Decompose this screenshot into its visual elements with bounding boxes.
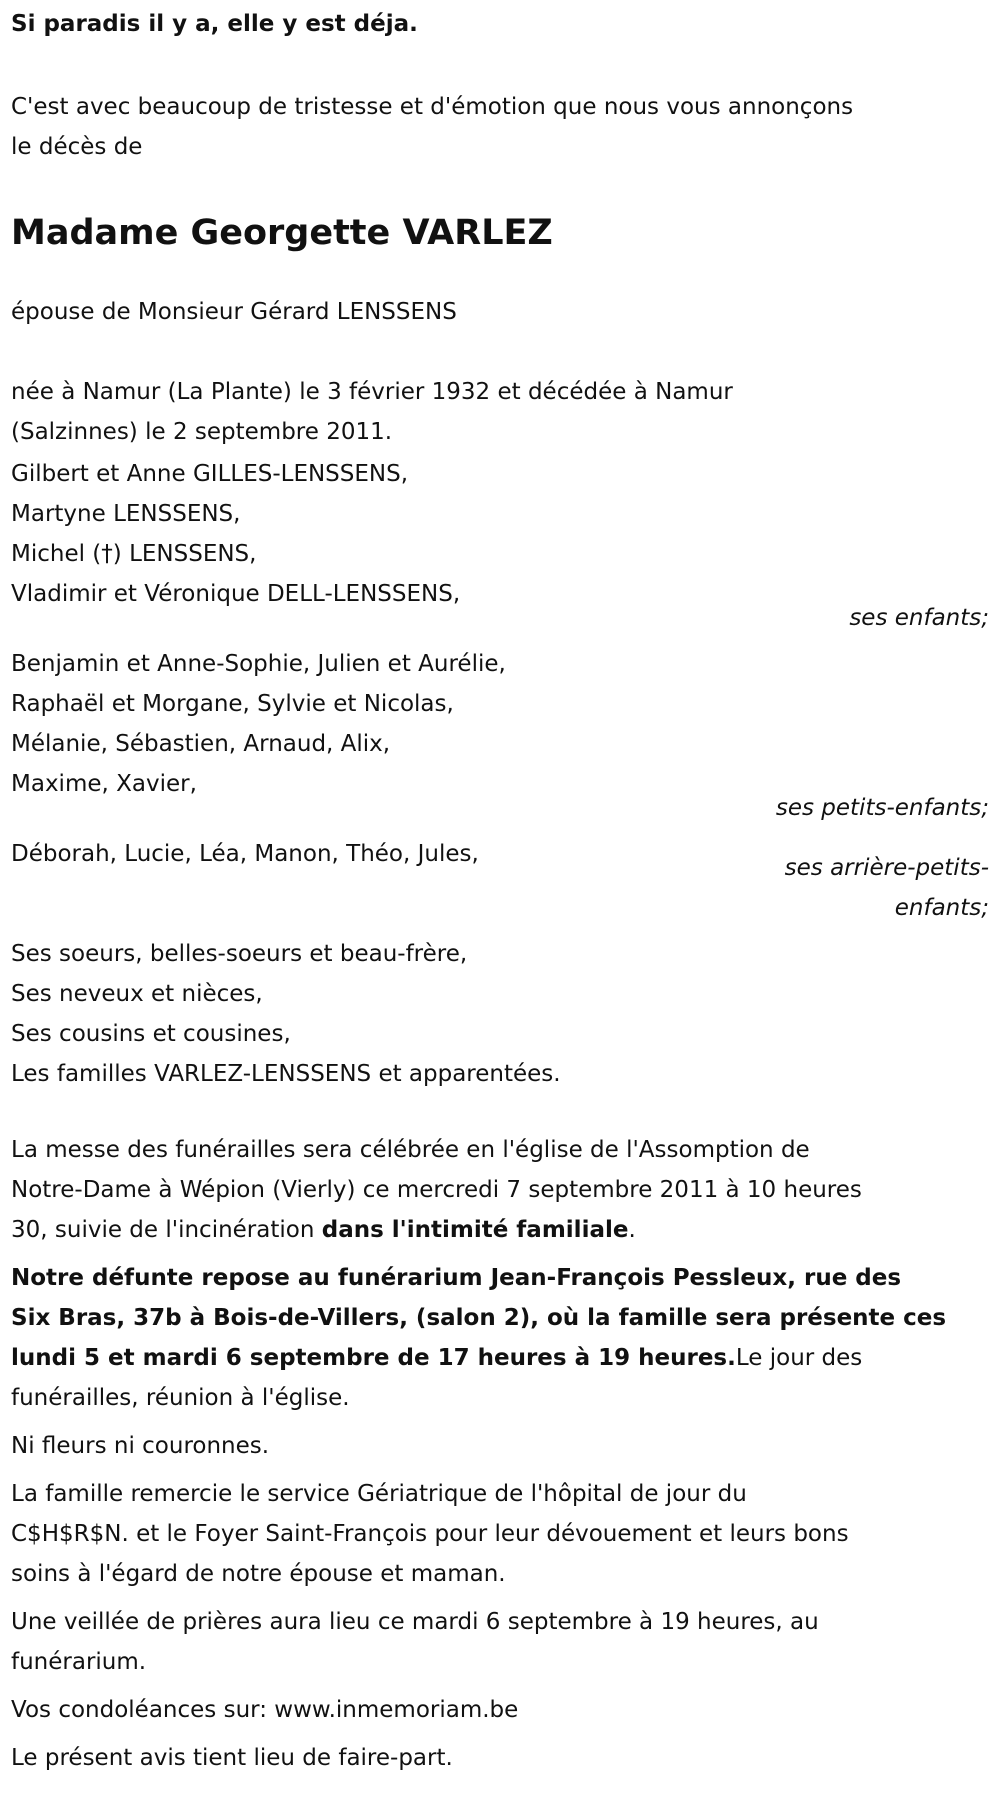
repose-text	[11, 1258, 989, 1418]
great-grandchild-name: Déborah, Lucie, Léa, Manon, Théo, Jules,	[11, 841, 479, 867]
children-name: Gilbert et Anne GILLES-LENSSENS,	[11, 461, 409, 487]
children-name: Martyne LENSSENS,	[11, 501, 241, 527]
repose-line	[11, 1338, 989, 1378]
children-group	[11, 454, 989, 638]
repose-bold-line: Six Bras, 37b à Bois-de-Villers, (salon 2), où la famille sera présente ces	[11, 1305, 947, 1331]
no-flowers: Ni fleurs ni couronnes.	[11, 1433, 270, 1459]
funeral-text	[11, 1130, 989, 1250]
obituary-content	[11, 0, 989, 1778]
spouse-line: épouse de Monsieur Gérard LENSSENS	[11, 299, 457, 325]
children-role: ses enfants;	[849, 605, 989, 631]
funeral-line: La messe des funérailles sera célébrée en l'église de l'Assomption de	[11, 1137, 810, 1163]
funeral-text-plain: 30, suivie de l'incinération	[11, 1217, 322, 1243]
great-grandchildren-role-line: enfants;	[894, 895, 989, 921]
thanks-line: soins à l'égard de notre épouse et maman.	[11, 1561, 506, 1587]
children-name: Vladimir et Véronique DELL-LENSSENS,	[11, 581, 461, 607]
epigraph: Si paradis il y a, elle y est déja.	[11, 11, 418, 37]
vigil-line: Une veillée de prières aura lieu ce mardi 6 septembre à 19 heures, au	[11, 1609, 819, 1635]
repose-bold-line: Notre défunte repose au funérarium Jean-François Pessleux, rue des	[11, 1265, 902, 1291]
grandchild-name: Raphaël et Morgane, Sylvie et Nicolas,	[11, 691, 454, 717]
grandchildren-role: ses petits-enfants;	[775, 795, 989, 821]
intro-text	[11, 87, 989, 167]
repose-line: funérailles, réunion à l'église.	[11, 1385, 350, 1411]
birth-death-line: née à Namur (La Plante) le 3 février 1932 et décédée à Namur	[11, 379, 733, 405]
funeral-text-bold: dans l'intimité familiale	[321, 1217, 629, 1243]
family-line: Ses soeurs, belles-soeurs et beau-frère,	[11, 941, 468, 967]
intro-line: le décès de	[11, 134, 143, 160]
closing-text: Le présent avis tient lieu de faire-part.	[11, 1745, 453, 1771]
family-line: Ses cousins et cousines,	[11, 1021, 291, 1047]
funeral-line: Notre-Dame à Wépion (Vierly) ce mercredi 7 septembre 2011 à 10 heures	[11, 1177, 862, 1203]
family-line: Ses neveux et nièces,	[11, 981, 263, 1007]
condolences-text: Vos condoléances sur: www.inmemoriam.be	[11, 1697, 519, 1723]
vigil-text	[11, 1602, 989, 1682]
repose-plain-text: Le jour des	[735, 1345, 863, 1371]
grandchild-name: Benjamin et Anne-Sophie, Julien et Aurélie,	[11, 651, 506, 677]
birth-death-text	[11, 372, 989, 452]
great-grandchildren-role-line: ses arrière-petits-	[784, 855, 989, 881]
vigil-line: funérarium.	[11, 1649, 147, 1675]
grandchild-name: Maxime, Xavier,	[11, 771, 197, 797]
deceased-name: Madame Georgette VARLEZ	[11, 213, 553, 253]
great-grandchildren-role	[729, 848, 989, 928]
funeral-line	[11, 1210, 989, 1250]
family-group	[11, 934, 989, 1094]
birth-death-line: (Salzinnes) le 2 septembre 2011.	[11, 419, 393, 445]
grandchildren-group	[11, 644, 989, 828]
family-line: Les familles VARLEZ-LENSSENS et apparentées.	[11, 1061, 561, 1087]
thanks-line: La famille remercie le service Gériatrique de l'hôpital de jour du	[11, 1481, 747, 1507]
intro-line: C'est avec beaucoup de tristesse et d'émotion que nous vous annonçons	[11, 94, 854, 120]
thanks-text	[11, 1474, 989, 1594]
great-grandchildren-group	[11, 834, 989, 920]
funeral-text-end: .	[628, 1217, 636, 1243]
thanks-line: C$H$R$N. et le Foyer Saint-François pour leur dévouement et leurs bons	[11, 1521, 849, 1547]
repose-bold-text: lundi 5 et mardi 6 septembre de 17 heures à 19 heures.	[11, 1345, 736, 1371]
children-name: Michel (†) LENSSENS,	[11, 541, 257, 567]
grandchild-name: Mélanie, Sébastien, Arnaud, Alix,	[11, 731, 391, 757]
